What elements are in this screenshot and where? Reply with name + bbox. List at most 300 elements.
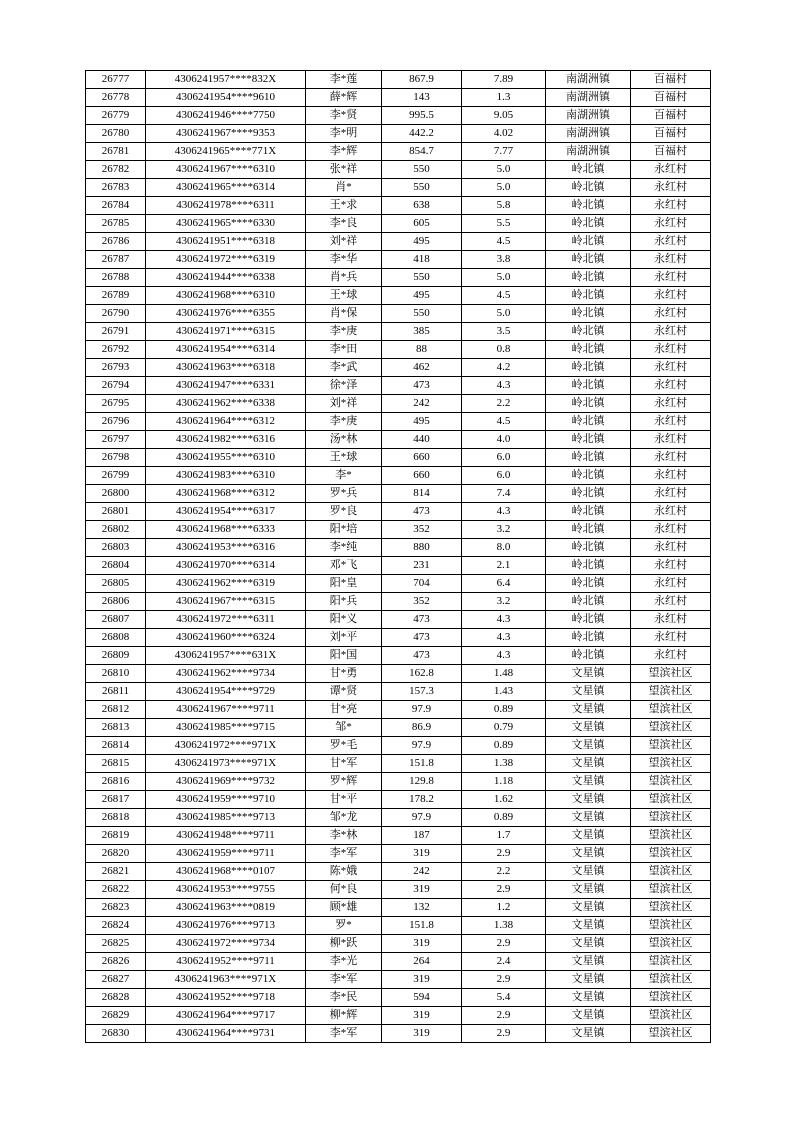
cell-town: 岭北镇 [546, 215, 631, 233]
cell-amount: 264 [382, 953, 462, 971]
cell-amount: 550 [382, 161, 462, 179]
cell-amount: 162.8 [382, 665, 462, 683]
cell-rate: 0.89 [462, 701, 546, 719]
cell-id-number: 4306241985****9713 [146, 809, 306, 827]
cell-id-number: 4306241953****9755 [146, 881, 306, 899]
cell-amount: 867.9 [382, 71, 462, 89]
cell-village: 永红村 [631, 629, 711, 647]
table-row [86, 719, 711, 737]
cell-serial: 26781 [86, 143, 146, 161]
cell-rate: 1.2 [462, 899, 546, 917]
table-row [86, 233, 711, 251]
cell-village: 望滨社区 [631, 701, 711, 719]
cell-id-number: 4306241964****9731 [146, 1025, 306, 1043]
cell-id-number: 4306241954****9610 [146, 89, 306, 107]
cell-serial: 26794 [86, 377, 146, 395]
cell-town: 南湖洲镇 [546, 107, 631, 125]
cell-rate: 6.0 [462, 449, 546, 467]
cell-name: 李*武 [306, 359, 382, 377]
cell-village: 永红村 [631, 233, 711, 251]
cell-id-number: 4306241982****6316 [146, 431, 306, 449]
cell-id-number: 4306241959****9711 [146, 845, 306, 863]
cell-rate: 3.8 [462, 251, 546, 269]
cell-town: 文星镇 [546, 1007, 631, 1025]
cell-serial: 26812 [86, 701, 146, 719]
cell-village: 望滨社区 [631, 899, 711, 917]
cell-id-number: 4306241963****0819 [146, 899, 306, 917]
cell-amount: 638 [382, 197, 462, 215]
cell-serial: 26817 [86, 791, 146, 809]
cell-amount: 97.9 [382, 809, 462, 827]
cell-rate: 0.8 [462, 341, 546, 359]
cell-rate: 5.0 [462, 269, 546, 287]
cell-village: 永红村 [631, 323, 711, 341]
cell-rate: 4.2 [462, 359, 546, 377]
table-row [86, 845, 711, 863]
cell-village: 永红村 [631, 557, 711, 575]
cell-name: 刘*祥 [306, 233, 382, 251]
table-body [86, 71, 711, 1043]
table-row [86, 71, 711, 89]
cell-amount: 129.8 [382, 773, 462, 791]
cell-town: 岭北镇 [546, 233, 631, 251]
cell-village: 望滨社区 [631, 683, 711, 701]
cell-id-number: 4306241957****631X [146, 647, 306, 665]
cell-name: 李*纯 [306, 539, 382, 557]
cell-id-number: 4306241952****9718 [146, 989, 306, 1007]
benefit-list-table [85, 70, 711, 1043]
cell-id-number: 4306241963****971X [146, 971, 306, 989]
table-row [86, 179, 711, 197]
cell-town: 岭北镇 [546, 395, 631, 413]
cell-rate: 2.9 [462, 881, 546, 899]
cell-town: 文星镇 [546, 665, 631, 683]
cell-serial: 26827 [86, 971, 146, 989]
cell-village: 永红村 [631, 305, 711, 323]
cell-amount: 143 [382, 89, 462, 107]
table-row [86, 683, 711, 701]
cell-amount: 187 [382, 827, 462, 845]
cell-amount: 231 [382, 557, 462, 575]
cell-village: 百福村 [631, 89, 711, 107]
cell-name: 肖*兵 [306, 269, 382, 287]
cell-id-number: 4306241944****6338 [146, 269, 306, 287]
cell-amount: 594 [382, 989, 462, 1007]
cell-id-number: 4306241954****9729 [146, 683, 306, 701]
cell-amount: 473 [382, 629, 462, 647]
cell-town: 岭北镇 [546, 593, 631, 611]
table-row [86, 575, 711, 593]
table-row [86, 665, 711, 683]
cell-serial: 26814 [86, 737, 146, 755]
cell-town: 南湖洲镇 [546, 125, 631, 143]
cell-village: 永红村 [631, 485, 711, 503]
table-row [86, 935, 711, 953]
cell-rate: 6.4 [462, 575, 546, 593]
table-row [86, 737, 711, 755]
cell-name: 阳*皇 [306, 575, 382, 593]
table-row [86, 413, 711, 431]
cell-serial: 26783 [86, 179, 146, 197]
cell-rate: 1.62 [462, 791, 546, 809]
cell-name: 汤*林 [306, 431, 382, 449]
cell-serial: 26787 [86, 251, 146, 269]
cell-town: 岭北镇 [546, 557, 631, 575]
cell-amount: 473 [382, 377, 462, 395]
cell-village: 永红村 [631, 539, 711, 557]
table-row [86, 557, 711, 575]
cell-id-number: 4306241953****6316 [146, 539, 306, 557]
cell-id-number: 4306241946****7750 [146, 107, 306, 125]
cell-village: 百福村 [631, 107, 711, 125]
cell-village: 百福村 [631, 143, 711, 161]
cell-town: 文星镇 [546, 953, 631, 971]
cell-town: 岭北镇 [546, 305, 631, 323]
cell-serial: 26822 [86, 881, 146, 899]
cell-amount: 319 [382, 1007, 462, 1025]
cell-name: 邓*飞 [306, 557, 382, 575]
cell-id-number: 4306241957****832X [146, 71, 306, 89]
cell-serial: 26823 [86, 899, 146, 917]
cell-id-number: 4306241972****6311 [146, 611, 306, 629]
cell-rate: 2.2 [462, 395, 546, 413]
table-row [86, 539, 711, 557]
cell-town: 南湖洲镇 [546, 143, 631, 161]
cell-town: 文星镇 [546, 719, 631, 737]
cell-amount: 495 [382, 233, 462, 251]
cell-village: 永红村 [631, 251, 711, 269]
cell-serial: 26795 [86, 395, 146, 413]
cell-amount: 352 [382, 521, 462, 539]
cell-serial: 26820 [86, 845, 146, 863]
cell-name: 李*庚 [306, 323, 382, 341]
cell-village: 永红村 [631, 503, 711, 521]
table-row [86, 899, 711, 917]
cell-name: 李*军 [306, 1025, 382, 1043]
cell-rate: 2.2 [462, 863, 546, 881]
cell-amount: 385 [382, 323, 462, 341]
cell-id-number: 4306241964****9717 [146, 1007, 306, 1025]
cell-village: 望滨社区 [631, 863, 711, 881]
cell-rate: 1.43 [462, 683, 546, 701]
cell-id-number: 4306241952****9711 [146, 953, 306, 971]
cell-name: 罗* [306, 917, 382, 935]
table-row [86, 107, 711, 125]
cell-serial: 26798 [86, 449, 146, 467]
cell-id-number: 4306241965****771X [146, 143, 306, 161]
cell-town: 文星镇 [546, 755, 631, 773]
cell-village: 永红村 [631, 413, 711, 431]
cell-rate: 7.77 [462, 143, 546, 161]
cell-serial: 26790 [86, 305, 146, 323]
cell-amount: 473 [382, 611, 462, 629]
table-row [86, 323, 711, 341]
cell-town: 南湖洲镇 [546, 89, 631, 107]
cell-rate: 4.3 [462, 629, 546, 647]
cell-serial: 26806 [86, 593, 146, 611]
cell-name: 李*田 [306, 341, 382, 359]
cell-town: 文星镇 [546, 791, 631, 809]
cell-id-number: 4306241963****6318 [146, 359, 306, 377]
cell-town: 岭北镇 [546, 197, 631, 215]
table-row [86, 143, 711, 161]
cell-town: 岭北镇 [546, 575, 631, 593]
table-row [86, 197, 711, 215]
cell-id-number: 4306241962****6319 [146, 575, 306, 593]
cell-name: 刘*祥 [306, 395, 382, 413]
cell-serial: 26778 [86, 89, 146, 107]
cell-village: 永红村 [631, 575, 711, 593]
cell-amount: 352 [382, 593, 462, 611]
cell-name: 甘*军 [306, 755, 382, 773]
cell-id-number: 4306241968****0107 [146, 863, 306, 881]
cell-amount: 151.8 [382, 917, 462, 935]
cell-serial: 26809 [86, 647, 146, 665]
table-row [86, 305, 711, 323]
cell-serial: 26807 [86, 611, 146, 629]
cell-village: 永红村 [631, 431, 711, 449]
cell-village: 望滨社区 [631, 665, 711, 683]
cell-town: 岭北镇 [546, 341, 631, 359]
cell-name: 张*祥 [306, 161, 382, 179]
cell-amount: 495 [382, 287, 462, 305]
table-row [86, 485, 711, 503]
cell-rate: 5.5 [462, 215, 546, 233]
table-row [86, 755, 711, 773]
cell-rate: 1.38 [462, 755, 546, 773]
cell-id-number: 4306241960****6324 [146, 629, 306, 647]
cell-name: 罗*辉 [306, 773, 382, 791]
cell-serial: 26789 [86, 287, 146, 305]
cell-id-number: 4306241970****6314 [146, 557, 306, 575]
cell-serial: 26824 [86, 917, 146, 935]
cell-village: 望滨社区 [631, 719, 711, 737]
cell-name: 阳*兵 [306, 593, 382, 611]
cell-name: 李*民 [306, 989, 382, 1007]
cell-name: 邹* [306, 719, 382, 737]
cell-rate: 2.1 [462, 557, 546, 575]
table-row [86, 125, 711, 143]
cell-village: 永红村 [631, 521, 711, 539]
cell-village: 百福村 [631, 71, 711, 89]
cell-rate: 2.9 [462, 1007, 546, 1025]
cell-amount: 418 [382, 251, 462, 269]
cell-id-number: 4306241954****6314 [146, 341, 306, 359]
cell-rate: 5.0 [462, 179, 546, 197]
cell-serial: 26825 [86, 935, 146, 953]
cell-serial: 26799 [86, 467, 146, 485]
cell-id-number: 4306241959****9710 [146, 791, 306, 809]
table-row [86, 467, 711, 485]
cell-village: 望滨社区 [631, 827, 711, 845]
cell-amount: 88 [382, 341, 462, 359]
cell-village: 永红村 [631, 467, 711, 485]
cell-serial: 26777 [86, 71, 146, 89]
cell-rate: 2.9 [462, 1025, 546, 1043]
cell-id-number: 4306241971****6315 [146, 323, 306, 341]
table-row [86, 629, 711, 647]
cell-name: 李*军 [306, 845, 382, 863]
cell-id-number: 4306241983****6310 [146, 467, 306, 485]
cell-village: 百福村 [631, 125, 711, 143]
table-row [86, 431, 711, 449]
cell-id-number: 4306241964****6312 [146, 413, 306, 431]
cell-village: 望滨社区 [631, 1025, 711, 1043]
cell-serial: 26785 [86, 215, 146, 233]
cell-amount: 704 [382, 575, 462, 593]
cell-name: 邹*龙 [306, 809, 382, 827]
cell-name: 柳*辉 [306, 1007, 382, 1025]
cell-name: 王*求 [306, 197, 382, 215]
cell-name: 李*明 [306, 125, 382, 143]
cell-village: 望滨社区 [631, 737, 711, 755]
cell-name: 陈*娥 [306, 863, 382, 881]
cell-id-number: 4306241962****9734 [146, 665, 306, 683]
cell-serial: 26780 [86, 125, 146, 143]
cell-village: 望滨社区 [631, 773, 711, 791]
cell-town: 岭北镇 [546, 449, 631, 467]
cell-village: 望滨社区 [631, 989, 711, 1007]
cell-rate: 3.5 [462, 323, 546, 341]
cell-amount: 854.7 [382, 143, 462, 161]
cell-id-number: 4306241965****6314 [146, 179, 306, 197]
table-row [86, 359, 711, 377]
cell-rate: 4.5 [462, 413, 546, 431]
table-row [86, 791, 711, 809]
cell-name: 李*庚 [306, 413, 382, 431]
cell-name: 李*林 [306, 827, 382, 845]
table-row [86, 827, 711, 845]
cell-serial: 26779 [86, 107, 146, 125]
cell-name: 王*球 [306, 287, 382, 305]
cell-serial: 26791 [86, 323, 146, 341]
table-row [86, 89, 711, 107]
cell-town: 岭北镇 [546, 431, 631, 449]
cell-name: 王*球 [306, 449, 382, 467]
cell-id-number: 4306241967****6315 [146, 593, 306, 611]
table-row [86, 647, 711, 665]
cell-name: 李*辉 [306, 143, 382, 161]
cell-name: 肖*保 [306, 305, 382, 323]
cell-rate: 4.0 [462, 431, 546, 449]
table-row [86, 1025, 711, 1043]
cell-rate: 3.2 [462, 593, 546, 611]
cell-village: 永红村 [631, 269, 711, 287]
cell-town: 岭北镇 [546, 467, 631, 485]
cell-serial: 26815 [86, 755, 146, 773]
cell-village: 永红村 [631, 377, 711, 395]
table-row [86, 395, 711, 413]
cell-town: 岭北镇 [546, 647, 631, 665]
cell-id-number: 4306241968****6312 [146, 485, 306, 503]
cell-town: 文星镇 [546, 773, 631, 791]
cell-town: 岭北镇 [546, 629, 631, 647]
cell-village: 永红村 [631, 287, 711, 305]
table-row [86, 377, 711, 395]
cell-rate: 4.3 [462, 647, 546, 665]
cell-town: 岭北镇 [546, 161, 631, 179]
cell-name: 李*贤 [306, 107, 382, 125]
cell-serial: 26805 [86, 575, 146, 593]
cell-name: 罗*毛 [306, 737, 382, 755]
table-row [86, 881, 711, 899]
cell-rate: 5.4 [462, 989, 546, 1007]
cell-id-number: 4306241965****6330 [146, 215, 306, 233]
cell-village: 望滨社区 [631, 881, 711, 899]
cell-name: 李* [306, 467, 382, 485]
cell-rate: 5.0 [462, 305, 546, 323]
cell-amount: 550 [382, 305, 462, 323]
cell-id-number: 4306241985****9715 [146, 719, 306, 737]
cell-amount: 550 [382, 179, 462, 197]
cell-rate: 6.0 [462, 467, 546, 485]
cell-rate: 2.4 [462, 953, 546, 971]
cell-amount: 242 [382, 863, 462, 881]
cell-amount: 151.8 [382, 755, 462, 773]
cell-town: 岭北镇 [546, 377, 631, 395]
cell-rate: 0.89 [462, 809, 546, 827]
cell-serial: 26800 [86, 485, 146, 503]
table-row [86, 503, 711, 521]
cell-rate: 4.3 [462, 503, 546, 521]
cell-name: 李*莲 [306, 71, 382, 89]
cell-name: 李*军 [306, 971, 382, 989]
cell-town: 文星镇 [546, 737, 631, 755]
table-row [86, 269, 711, 287]
cell-name: 李*良 [306, 215, 382, 233]
cell-rate: 8.0 [462, 539, 546, 557]
cell-town: 岭北镇 [546, 503, 631, 521]
cell-amount: 132 [382, 899, 462, 917]
cell-serial: 26801 [86, 503, 146, 521]
cell-rate: 1.48 [462, 665, 546, 683]
cell-town: 文星镇 [546, 917, 631, 935]
cell-rate: 4.02 [462, 125, 546, 143]
cell-id-number: 4306241967****9353 [146, 125, 306, 143]
cell-rate: 4.3 [462, 611, 546, 629]
cell-town: 岭北镇 [546, 539, 631, 557]
table-row [86, 971, 711, 989]
cell-id-number: 4306241978****6311 [146, 197, 306, 215]
table-row [86, 917, 711, 935]
cell-id-number: 4306241972****6319 [146, 251, 306, 269]
cell-amount: 605 [382, 215, 462, 233]
cell-serial: 26826 [86, 953, 146, 971]
cell-rate: 1.3 [462, 89, 546, 107]
cell-village: 永红村 [631, 161, 711, 179]
cell-rate: 2.9 [462, 971, 546, 989]
table-row [86, 989, 711, 1007]
cell-serial: 26816 [86, 773, 146, 791]
cell-amount: 319 [382, 1025, 462, 1043]
cell-town: 岭北镇 [546, 269, 631, 287]
cell-serial: 26808 [86, 629, 146, 647]
cell-town: 文星镇 [546, 701, 631, 719]
cell-serial: 26792 [86, 341, 146, 359]
cell-name: 顾*雄 [306, 899, 382, 917]
cell-town: 岭北镇 [546, 179, 631, 197]
cell-name: 薛*辉 [306, 89, 382, 107]
cell-amount: 550 [382, 269, 462, 287]
cell-amount: 319 [382, 845, 462, 863]
cell-rate: 2.9 [462, 935, 546, 953]
cell-village: 永红村 [631, 395, 711, 413]
cell-name: 甘*亮 [306, 701, 382, 719]
cell-town: 文星镇 [546, 989, 631, 1007]
cell-id-number: 4306241955****6310 [146, 449, 306, 467]
table-row [86, 287, 711, 305]
cell-rate: 7.89 [462, 71, 546, 89]
